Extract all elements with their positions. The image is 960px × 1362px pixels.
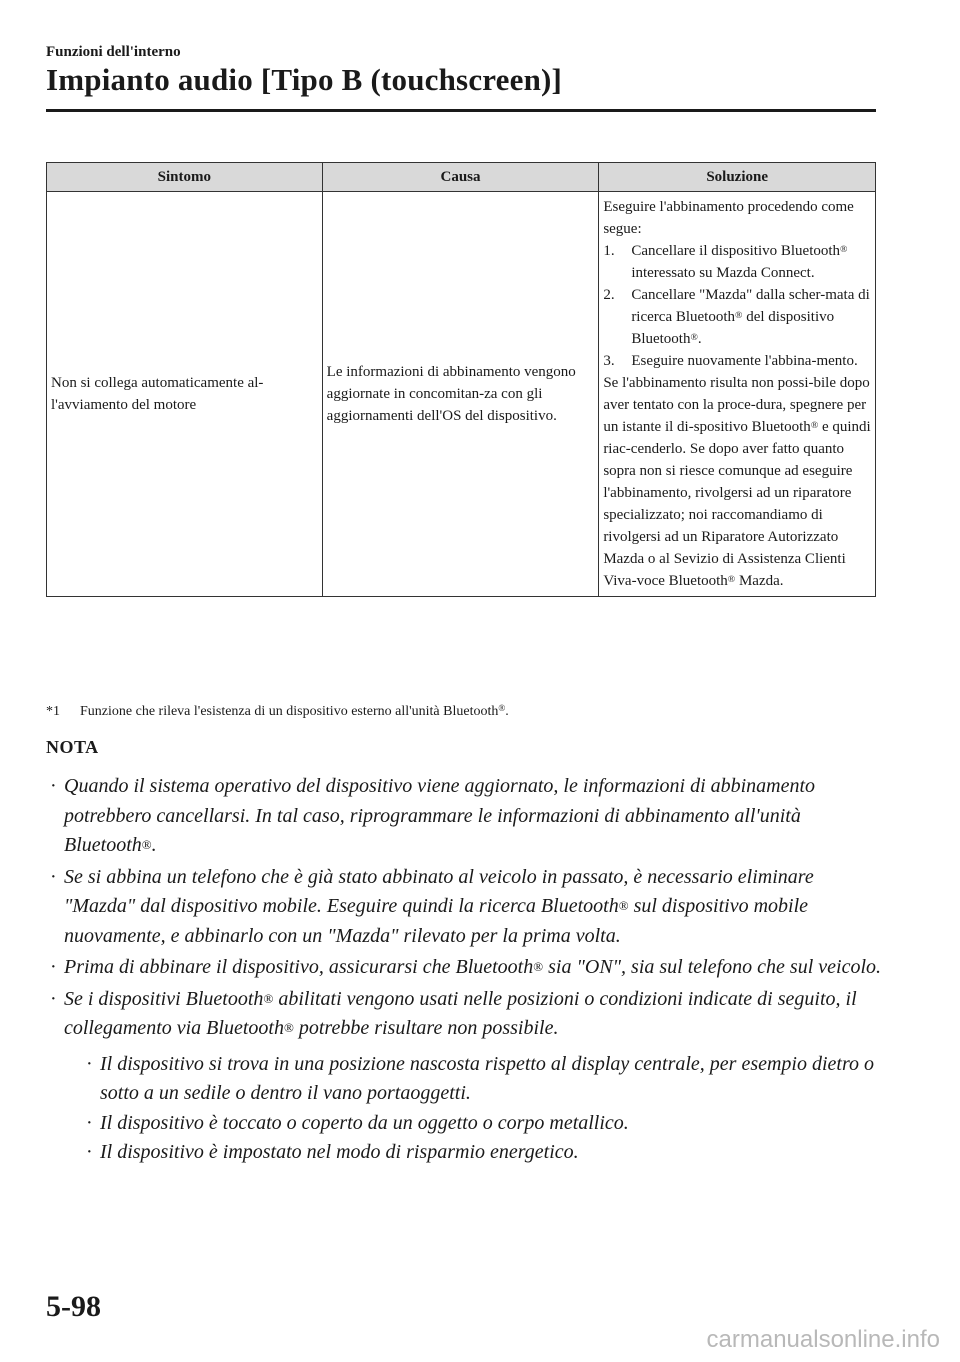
table-row xyxy=(47,192,876,597)
section-label: Funzioni dell'interno xyxy=(46,44,181,60)
page-title: Impianto audio [Tipo B (touchscreen)] xyxy=(46,62,563,97)
note-title: NOTA xyxy=(46,737,99,757)
troubleshooting-table xyxy=(46,162,876,597)
note-list xyxy=(46,772,886,1170)
solution-steps xyxy=(603,240,871,372)
page-number: 5-98 xyxy=(46,1290,101,1323)
note-subitem: · Il dispositivo è impostato nel modo di risparmio energetico. xyxy=(86,1141,579,1163)
note-subitem: · Il dispositivo è toccato o coperto da un oggetto o corpo metallico. xyxy=(86,1111,629,1134)
note-item: · Se i dispositivi Bluetooth® abilitati vengono usati nelle posizioni o condizioni indicate di seguito, il collegamento via Bluetooth® potrebbe risultare non possibile. · Il dispositivo si trova in una posizione nascosta rispetto al display centrale, per esempio dietro o sotto a un sedile o dentro il vano portaoggetti. · Il dispositivo è toccato o coperto da un oggetto o corpo metallico. · Il dispositivo è impostato nel modo di risparmio energetico. xyxy=(46,985,886,1168)
footnote-mark: *1 xyxy=(46,704,60,719)
note-item: · Se si abbina un telefono che è già stato abbinato al veicolo in passato, è necessario eliminare "Mazda" dal dispositivo mobile. Eseguire quindi la ricerca Bluetooth® sul dispositivo mobile nuovamente, e abbinarlo con un "Mazda" rilevato per la prima volta. xyxy=(50,865,814,947)
header-symptom: Sintomo xyxy=(47,163,323,192)
note-subitem: · Il dispositivo si trova in una posizione nascosta rispetto al display centrale, per esempio dietro o sotto a un sedile o dentro il vano portaoggetti. xyxy=(86,1052,875,1104)
watermark: carmanualsonline.info xyxy=(706,1326,940,1353)
solution-step: 2. Cancellare "Mazda" dalla scher-mata di ricerca Bluetooth® del dispositivo Bluetooth®. xyxy=(603,287,870,347)
solution-step: 1. Cancellare il dispositivo Bluetooth® interessato su Mazda Connect. xyxy=(603,243,848,281)
header-solution: Soluzione xyxy=(599,163,876,192)
solution-outro: Se l'abbinamento risulta non possi-bile dopo aver tentato con la proce-dura, spegnere per un istante il di-spositivo Bluetooth® e quindi riac-cenderlo. Se dopo aver fatto quanto sopra non si riesce comunque ad eseguire l'abbinamento, rivolgersi ad un riparatore specializzato; noi raccomandiamo di rivolgersi ad un Riparatore Autorizzato Mazda o al Sevizio di Assistenza Clienti Viva-voce Bluetooth® Mazda. xyxy=(603,375,871,589)
header-cause: Causa xyxy=(322,163,599,192)
solution-step: 3. Eseguire nuovamente l'abbina-mento. xyxy=(603,353,858,369)
title-rule xyxy=(46,109,876,112)
footnote-text: Funzione che rileva l'esistenza di un dispositivo esterno all'unità Bluetooth®. xyxy=(80,703,509,719)
note-sublist xyxy=(82,1050,886,1168)
cell-solution xyxy=(599,192,876,597)
note-item: · Prima di abbinare il dispositivo, assicurarsi che Bluetooth® sia "ON", sia sul telefono che sul veicolo. xyxy=(50,956,882,978)
footnote xyxy=(46,704,509,720)
cell-cause: Le informazioni di abbinamento vengono aggiornate in concomitan-za con gli aggiornamenti dell'OS del dispositivo. xyxy=(322,192,599,597)
note-item: · Quando il sistema operativo del dispositivo viene aggiornato, le informazioni di abbinamento potrebbero cancellarsi. In tal caso, riprogrammare le informazioni di abbinamento all'unità Bluetooth®. xyxy=(50,775,816,856)
solution-intro: Eseguire l'abbinamento procedendo come segue: xyxy=(603,199,854,237)
cell-symptom: Non si collega automaticamente al-l'avviamento del motore xyxy=(47,192,323,597)
table-header-row xyxy=(47,163,876,192)
